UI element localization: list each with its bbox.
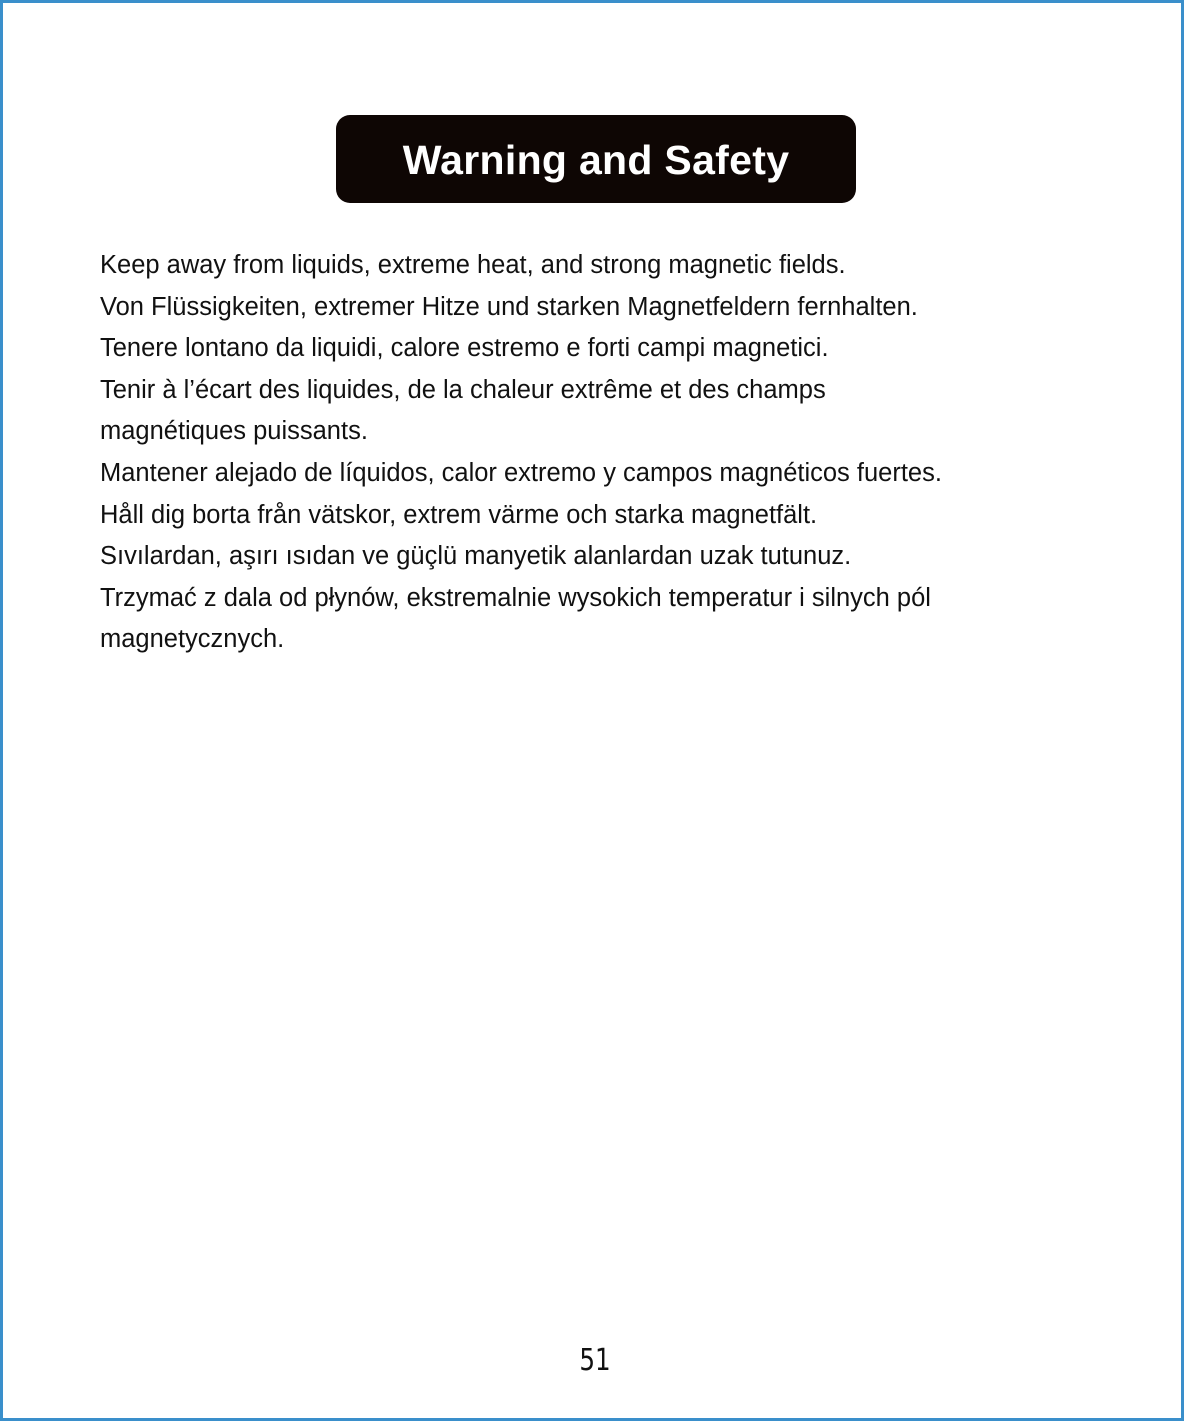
warning-german: Von Flüssigkeiten, extremer Hitze und starken Magnetfeldern fernhalten. [100, 292, 918, 321]
warning-spanish: Mantener alejado de líquidos, calor extremo y campos magnéticos fuertes. [100, 458, 942, 487]
warning-polish-line-1: Trzymać z dala od płynów, ekstremalnie wysokich temperatur i silnych pól [100, 583, 931, 612]
warning-french-line-1: Tenir à l’écart des liquides, de la chaleur extrême et des champs [100, 375, 826, 404]
warning-english: Keep away from liquids, extreme heat, and strong magnetic fields. [100, 251, 846, 279]
warning-italian: Tenere lontano da liquidi, calore estremo e forti campi magnetici. [100, 334, 829, 363]
section-title: Warning and Safety [402, 136, 790, 183]
warning-polish-line-2: magnetycznych. [100, 625, 285, 654]
warning-french-line-2: magnétiques puissants. [100, 417, 368, 446]
section-title-banner [336, 115, 856, 203]
warning-turkish: Sıvılardan, aşırı ısıdan ve güçlü manyetik alanlardan uzak tutunuz. [100, 542, 852, 571]
page-number: 51 [579, 1343, 611, 1378]
warning-swedish: Håll dig borta från vätskor, extrem värme och starka magnetfält. [100, 500, 818, 529]
safety-warning-text [100, 245, 1100, 661]
